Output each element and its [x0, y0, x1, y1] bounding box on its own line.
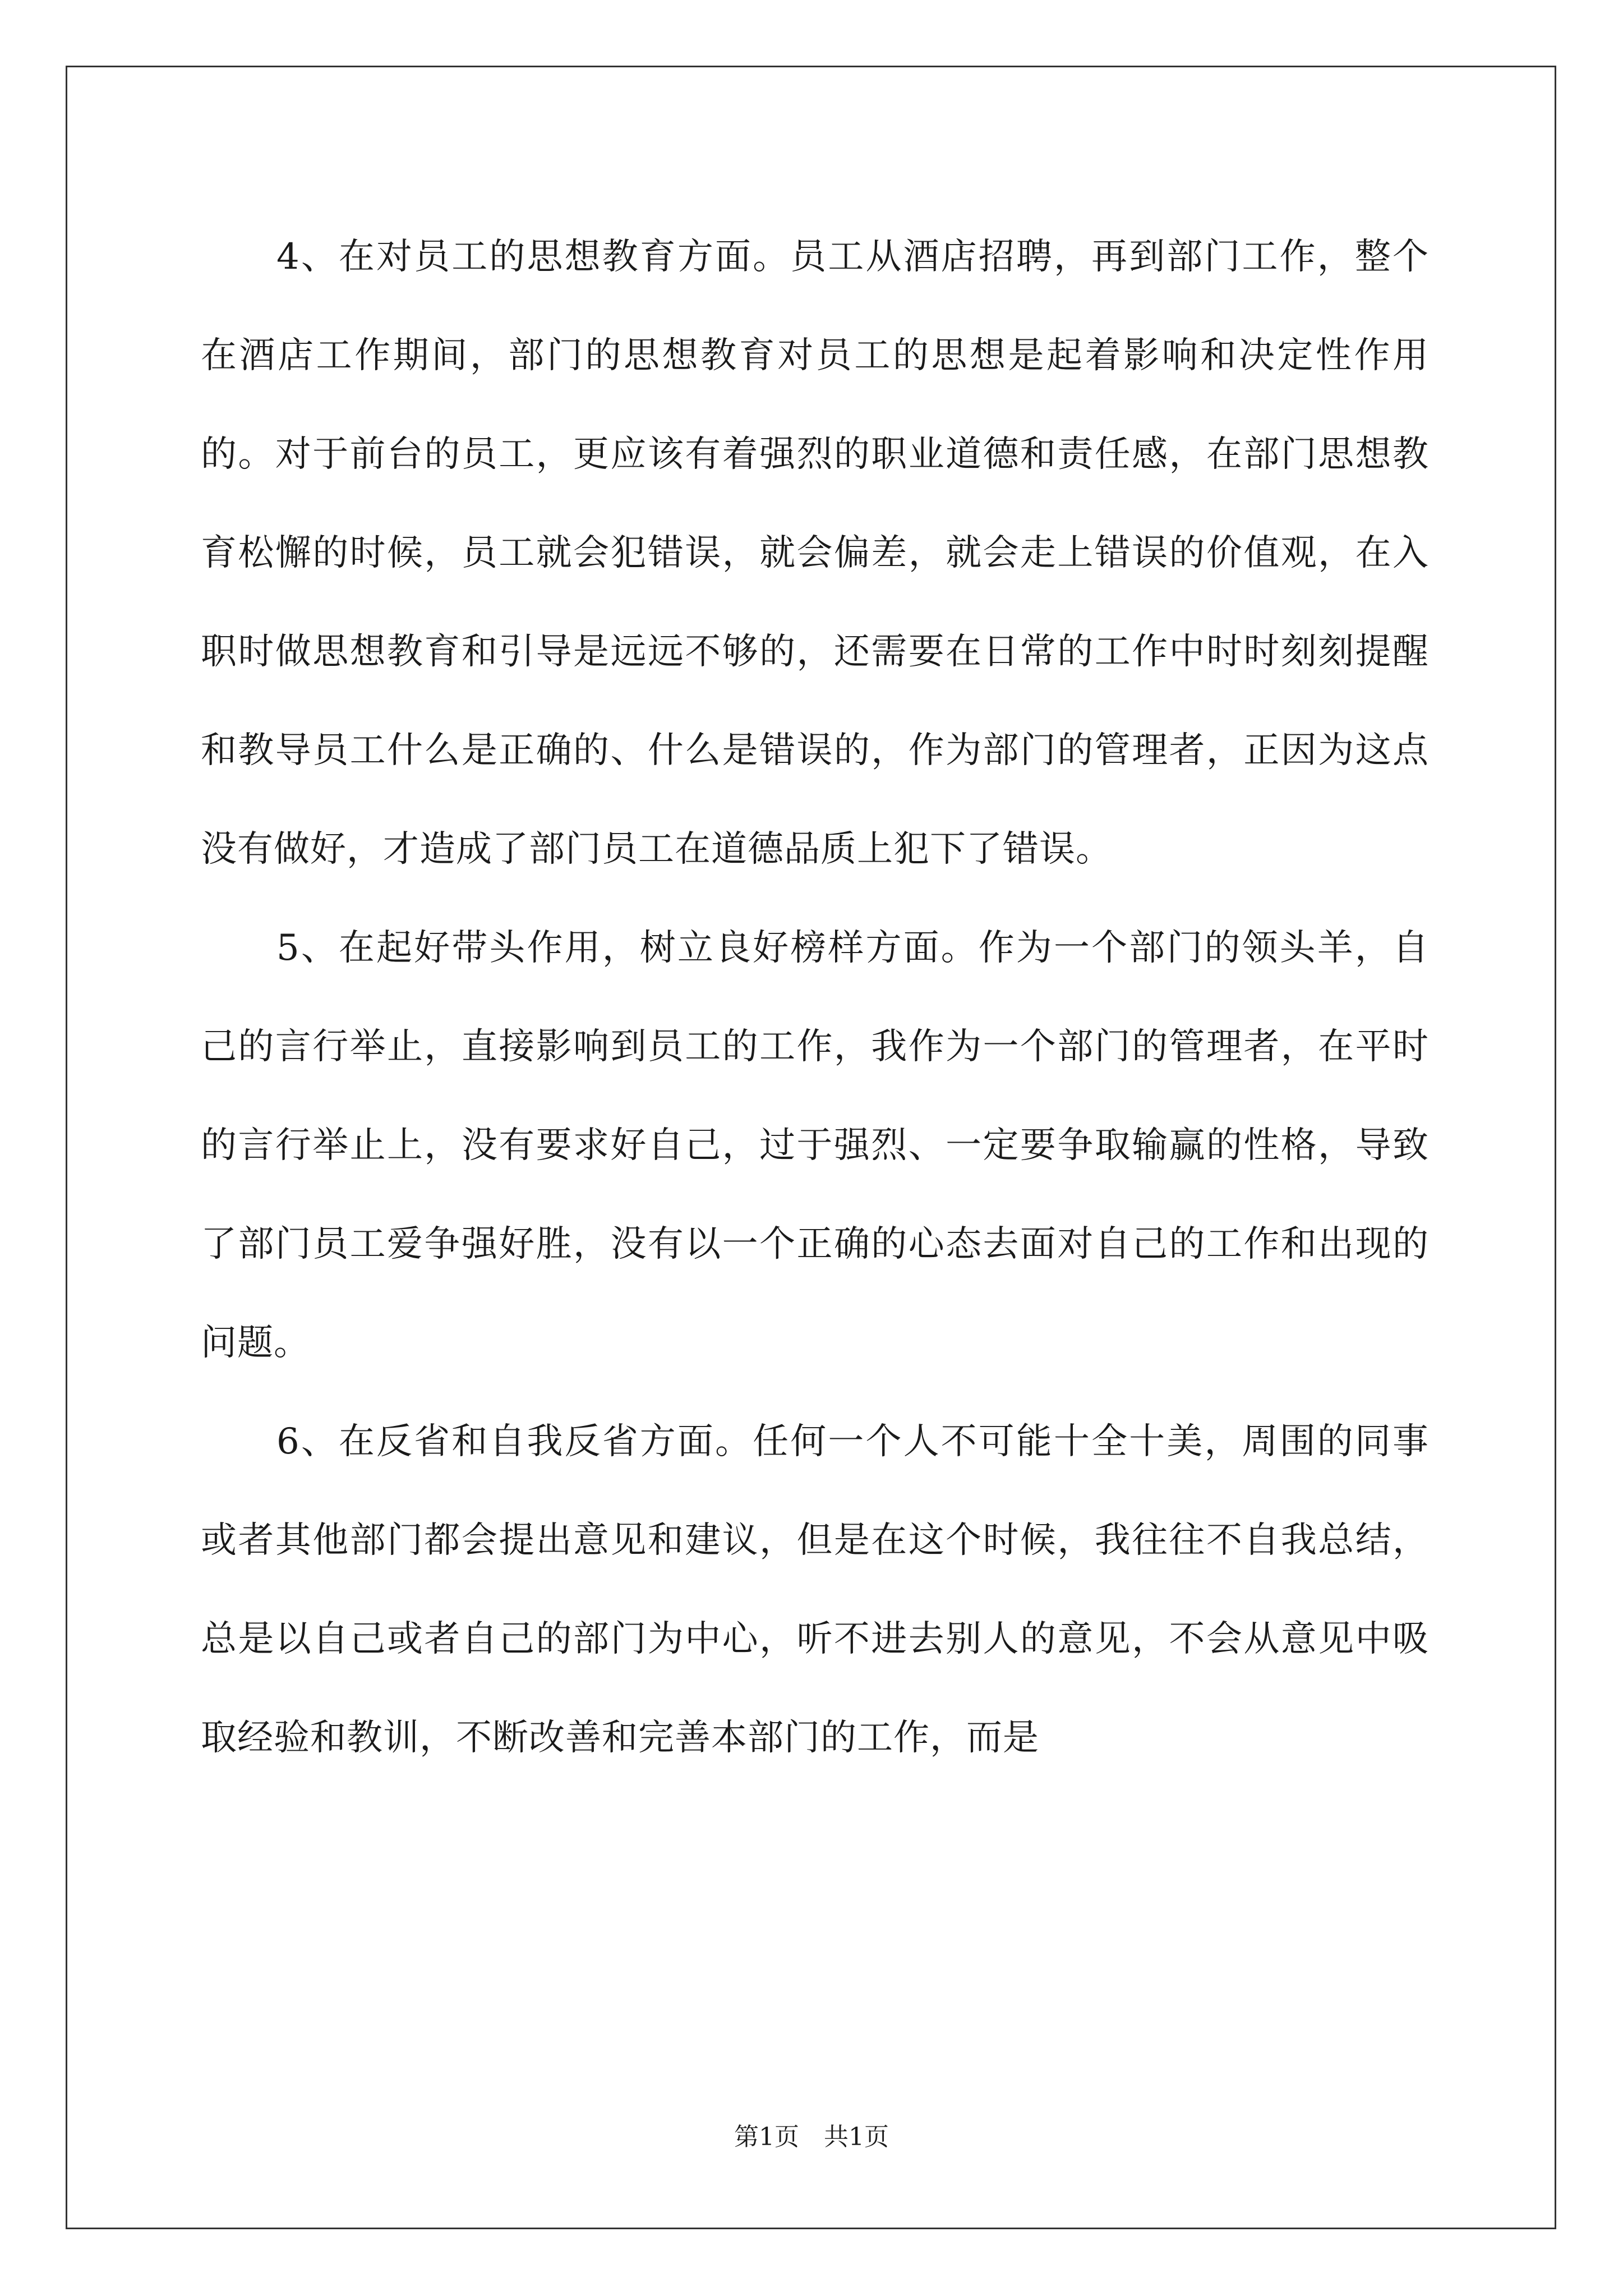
page-footer: 第1页 共1页	[734, 2123, 889, 2151]
paragraph-6: 6、在反省和自我反省方面。任何一个人不可能十全十美，周围的同事或者其他部门都会提出意见和建议，但是在这个时候，我往往不自我总结，总是以自己或者自己的部门为中心，听不进去别人的意见，不会从意见中吸取经验和教训，不断改善和完善本部门的工作，而是	[201, 1421, 1429, 1759]
paragraph-5: 5、在起好带头作用，树立良好榜样方面。作为一个部门的领头羊，自己的言行举止，直接影响到员工的工作，我作为一个部门的管理者，在平时的言行举止上，没有要求好自己，过于强烈、一定要争取输赢的性格，导致了部门员工爱争强好胜，没有以一个正确的心态去面对自己的工作和出现的问题。	[201, 927, 1429, 1364]
paragraph-4: 4、在对员工的思想教育方面。员工从酒店招聘，再到部门工作，整个在酒店工作期间，部门的思想教育对员工的思想是起着影响和决定性作用的。对于前台的员工，更应该有着强烈的职业道德和责任感，在部门思想教育松懈的时候，员工就会犯错误，就会偏差，就会走上错误的价值观，在入职时做思想教育和引导是远远不够的，还需要在日常的工作中时时刻刻提醒和教导员工什么是正确的、什么是错误的，作为部门的管理者，正因为这点没有做好，才造成了部门员工在道德品质上犯下了错误。	[201, 236, 1429, 870]
document-body	[201, 208, 1429, 1787]
